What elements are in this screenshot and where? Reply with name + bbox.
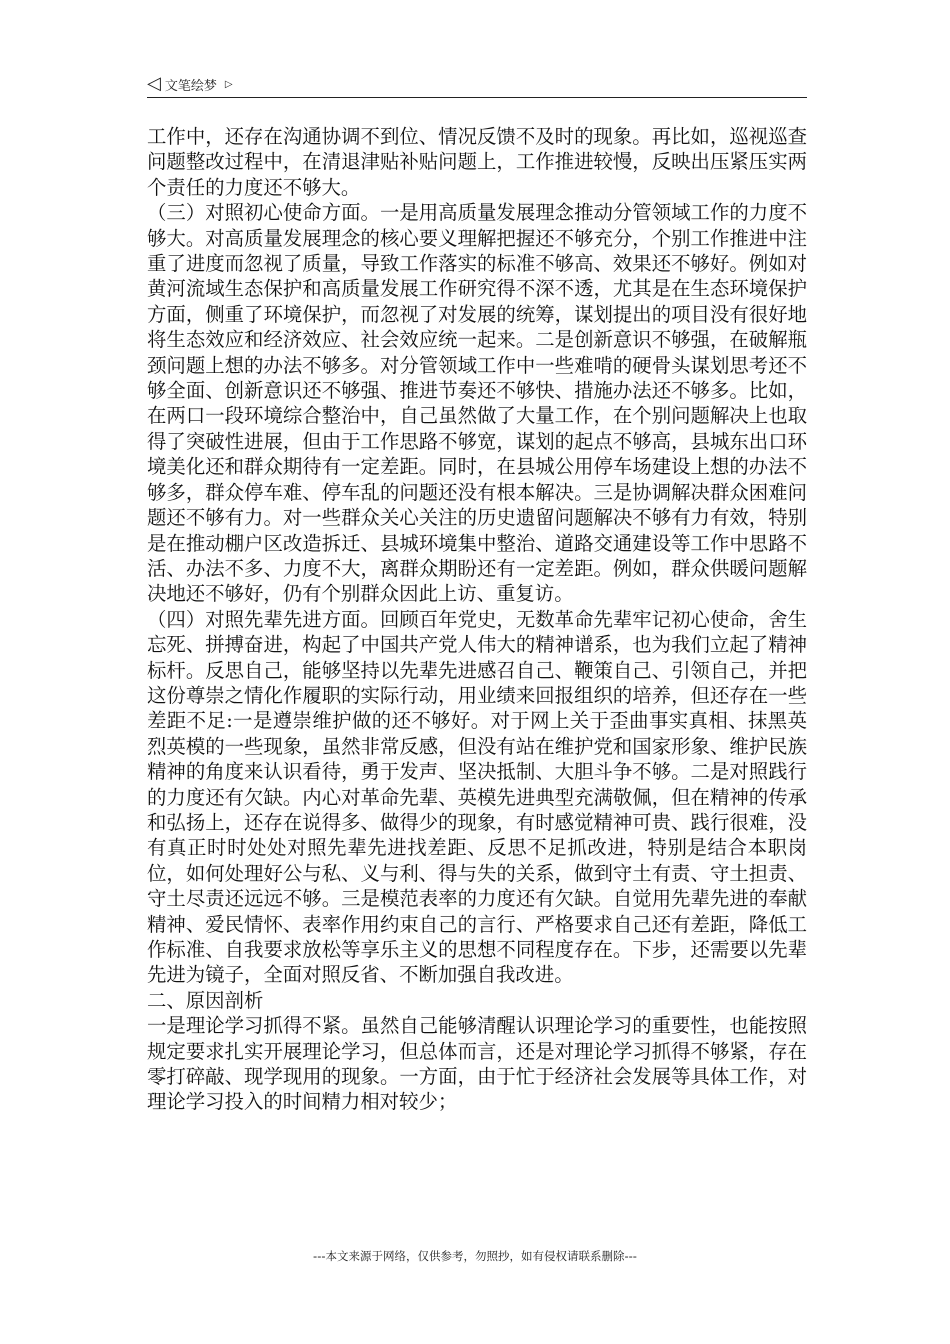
header-divider (147, 97, 807, 98)
paragraph: （三）对照初心使命方面。一是用高质量发展理念推动分管领域工作的力度不够大。对高质量发展理念的核心要义理解把握还不够充分，个别工作推进中注重了进度而忽视了质量，导致工作落实的标准不够高、效果还不够好。例如对黄河流域生态保护和高质量发展工作研究得不深不透，尤其是在生态环境保护方面，侧重了环境保护，而忽视了对发展的统筹，谋划提出的项目没有很好地将生态效应和经济效应、社会效应统一起来。二是创新意识不够强，在破解瓶颈问题上想的办法不够多。对分管领域工作中一些难啃的硬骨头谋划思考还不够全面、创新意识还不够强、推进节奏还不够快、措施办法还不够多。比如，在两口一段环境综合整治中，自己虽然做了大量工作，在个别问题解决上也取得了突破性进展，但由于工作思路不够宽，谋划的起点不够高，县城东出口环境美化还和群众期待有一定差距。同时，在县城公用停车场建设上想的办法不够多，群众停车难、停车乱的问题还没有根本解决。三是协调解决群众困难问题还不够有力。对一些群众关心关注的历史遗留问题解决不够有力有效，特别是在推动棚户区改造拆迁、县城环境集中整治、道路交通建设等工作中思路不活、办法不多、力度不大，离群众期盼还有一定差距。例如，群众供暖问题解决地还不够好，仍有个别群众因此上访、重复访。 (147, 201, 807, 606)
right-triangle-icon: ▷ (224, 78, 233, 90)
section-heading: 二、原因剖析 (147, 988, 264, 1012)
left-triangle-icon: ◁ (147, 73, 161, 94)
paragraph: （四）对照先辈先进方面。回顾百年党史，无数革命先辈牢记初心使命，舍生忘死、拼搏奋进，构起了中国共产党人伟大的精神谱系，也为我们立起了精神标杆。反思自己，能够坚持以先辈先进感召自己、鞭策自己、引领自己，并把这份尊崇之情化作履职的实际行动，用业绩来回报组织的培养，但还存在一些差距不足:一是遵崇维护做的还不够好。对于网上关于歪曲事实真相、抹黑英烈英模的一些现象，虽然非常反感，但没有站在维护党和国家形象、维护民族精神的角度来认识看待，勇于发声、坚决抵制、大胆斗争不够。二是对照践行的力度还有欠缺。内心对革命先辈、英模先进典型充满敬佩，但在精神的传承和弘扬上，还存在说得多、做得少的现象，有时感觉精神可贵、践行很难，没有真正时时处处对照先辈先进找差距、反思不足抓改进，特别是结合本职岗位，如何处理好公与私、义与利、得与失的关系，做到守土有责、守土担责、守土尽责还远远不够。三是模范表率的力度还有欠缺。自觉用先辈先进的奉献精神、爱民情怀、表率作用约束自己的言行、严格要求自己还有差距，降低工作标准、自我要求放松等享乐主义的思想不同程度存在。下步，还需要以先辈先进为镜子，全面对照反省、不断加强自我改进。 (147, 607, 807, 987)
paragraph: 一是理论学习抓得不紧。虽然自己能够清醒认识理论学习的重要性，也能按照规定要求扎实开展理论学习，但总体而言，还是对理论学习抓得不够紧，存在零打碎敲、现学现用的现象。一方面，由于忙于经济社会发展等具体工作，对理论学习投入的时间精力相对较少； (147, 1014, 807, 1114)
page-footer: ---本文来源于网络，仅供参考，勿照抄，如有侵权请联系删除--- (313, 1249, 637, 1263)
document-body (147, 124, 807, 1115)
paragraph: 工作中，还存在沟通协调不到位、情况反馈不及时的现象。再比如，巡视巡查问题整改过程中，在清退津贴补贴问题上，工作推进较慢，反映出压紧压实两个责任的力度还不够大。 (147, 125, 807, 199)
page-header (147, 72, 807, 96)
header-title: 文笔绘梦 (164, 78, 217, 94)
